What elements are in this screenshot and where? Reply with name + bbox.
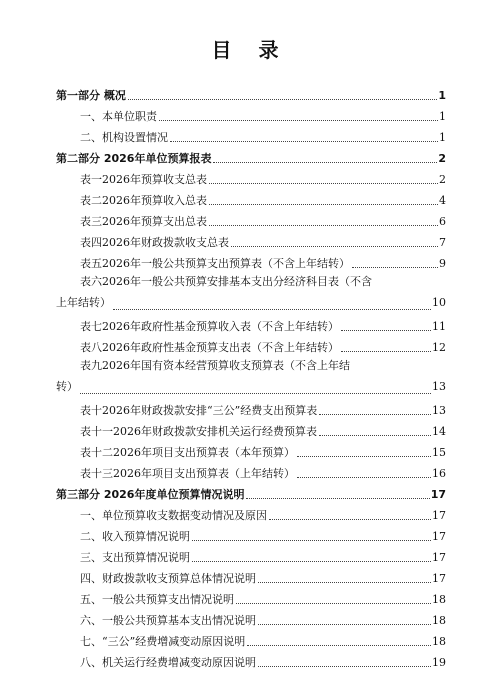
toc-entry[interactable] bbox=[56, 586, 446, 607]
toc-label: 二、收入预算情况说明 bbox=[80, 530, 190, 543]
toc-entry[interactable] bbox=[56, 607, 446, 628]
toc-entry[interactable] bbox=[56, 334, 446, 355]
toc-label: 四、财政拨款收支预算总体情况说明 bbox=[80, 572, 256, 585]
leader-dots bbox=[213, 161, 437, 163]
toc-page: 19 bbox=[432, 656, 446, 669]
toc-label: 表一2026年预算收支总表 bbox=[80, 173, 207, 186]
toc-page: 1 bbox=[438, 89, 446, 102]
toc-page: 4 bbox=[439, 194, 446, 207]
toc-entry[interactable] bbox=[56, 649, 446, 670]
toc-label: 表二2026年预算收入总表 bbox=[80, 194, 207, 207]
leader-dots bbox=[319, 413, 431, 415]
toc-page: 16 bbox=[432, 467, 446, 480]
toc-entry[interactable] bbox=[56, 502, 446, 523]
toc-label: 第二部分 2026年单位预算报表 bbox=[56, 152, 212, 165]
leader-dots bbox=[209, 224, 438, 226]
toc-label: 表七2026年政府性基金预算收入表（不含上年结转） bbox=[80, 320, 339, 333]
leader-dots bbox=[192, 539, 431, 541]
toc-label: 一、单位预算收支数据变动情况及原因 bbox=[80, 509, 267, 522]
toc-page: 17 bbox=[432, 551, 446, 564]
toc-entry[interactable] bbox=[56, 208, 446, 229]
toc-page: 9 bbox=[439, 257, 446, 270]
toc-entry[interactable] bbox=[56, 439, 446, 460]
toc-page: 17 bbox=[432, 530, 446, 543]
toc-label-line1: 表六2026年一般公共预算安排基本支出分经济科目表（不含 bbox=[80, 275, 372, 288]
toc-label: 表十三2026年项目支出预算表（上年结转） bbox=[80, 467, 295, 480]
page-title: 目 录 bbox=[211, 38, 289, 62]
leader-dots bbox=[209, 203, 438, 205]
toc-label: 六、一般公共预算基本支出情况说明 bbox=[80, 614, 256, 627]
leader-dots bbox=[297, 455, 431, 457]
toc-page: 14 bbox=[432, 425, 446, 438]
toc-entry[interactable] bbox=[56, 628, 446, 649]
toc-page: 6 bbox=[439, 215, 446, 228]
leader-dots bbox=[269, 518, 431, 520]
toc-entry[interactable] bbox=[56, 187, 446, 208]
toc-entry[interactable] bbox=[56, 460, 446, 481]
toc-label-line2: 转） bbox=[56, 380, 78, 393]
toc-entry[interactable] bbox=[56, 250, 446, 271]
toc-part-2[interactable] bbox=[56, 145, 446, 166]
leader-dots bbox=[258, 623, 431, 625]
leader-dots bbox=[170, 140, 438, 142]
toc-entry[interactable] bbox=[56, 103, 446, 124]
toc-page: 18 bbox=[432, 593, 446, 606]
toc-page: 13 bbox=[432, 404, 446, 417]
toc-label: 表五2026年一般公共预算支出预算表（不含上年结转） bbox=[80, 257, 350, 270]
leader-dots bbox=[159, 119, 438, 121]
leader-dots bbox=[209, 182, 438, 184]
toc-page: 11 bbox=[432, 320, 446, 333]
leader-dots bbox=[258, 665, 431, 667]
leader-dots bbox=[352, 266, 438, 268]
leader-dots bbox=[258, 581, 431, 583]
toc-page: 18 bbox=[432, 635, 446, 648]
leader-dots bbox=[192, 560, 431, 562]
table-of-contents bbox=[56, 82, 446, 670]
toc-page: 2 bbox=[438, 152, 446, 165]
toc-page: 2 bbox=[439, 173, 446, 186]
toc-entry[interactable] bbox=[56, 313, 446, 334]
toc-label: 第一部分 概况 bbox=[56, 89, 126, 102]
leader-dots bbox=[297, 476, 431, 478]
toc-page: 18 bbox=[432, 614, 446, 627]
toc-label: 第三部分 2026年度单位预算情况说明 bbox=[56, 488, 245, 501]
leader-dots bbox=[80, 392, 431, 394]
toc-page: 17 bbox=[430, 488, 446, 501]
toc-label: 三、支出预算情况说明 bbox=[80, 551, 190, 564]
toc-page: 7 bbox=[439, 236, 446, 249]
toc-entry[interactable] bbox=[56, 418, 446, 439]
toc-label-line1: 表九2026年国有资本经营预算收支预算表（不含上年结 bbox=[80, 359, 350, 372]
toc-entry[interactable] bbox=[56, 124, 446, 145]
toc-page: 17 bbox=[432, 509, 446, 522]
toc-label: 表三2026年预算支出总表 bbox=[80, 215, 207, 228]
toc-page: 12 bbox=[432, 341, 446, 354]
toc-page: 1 bbox=[439, 131, 446, 144]
leader-dots bbox=[341, 329, 431, 331]
toc-entry[interactable] bbox=[56, 397, 446, 418]
toc-entry[interactable] bbox=[56, 565, 446, 586]
leader-dots bbox=[341, 350, 431, 352]
leader-dots bbox=[113, 308, 431, 310]
toc-page: 1 bbox=[439, 110, 446, 123]
leader-dots bbox=[236, 602, 431, 604]
toc-page: 13 bbox=[432, 380, 446, 393]
toc-label: 表四2026年财政拨款收支总表 bbox=[80, 236, 229, 249]
toc-label: 一、本单位职责 bbox=[80, 110, 157, 123]
toc-part-1[interactable] bbox=[56, 82, 446, 103]
toc-label: 表十二2026年项目支出预算表（本年预算） bbox=[80, 446, 295, 459]
toc-part-3[interactable] bbox=[56, 481, 446, 502]
toc-entry[interactable] bbox=[56, 166, 446, 187]
toc-entry[interactable] bbox=[56, 229, 446, 250]
toc-label-line2: 上年结转） bbox=[56, 296, 111, 309]
leader-dots bbox=[247, 644, 431, 646]
toc-entry[interactable] bbox=[56, 271, 446, 313]
toc-label: 表十2026年财政拨款安排“三公”经费支出预算表 bbox=[80, 404, 318, 417]
toc-entry[interactable] bbox=[56, 523, 446, 544]
toc-label: 五、一般公共预算支出情况说明 bbox=[80, 593, 234, 606]
toc-label: 表八2026年政府性基金预算支出表（不含上年结转） bbox=[80, 341, 339, 354]
leader-dots bbox=[231, 245, 438, 247]
toc-label: 七、“三公”经费增减变动原因说明 bbox=[80, 635, 246, 648]
toc-page: 10 bbox=[432, 296, 446, 309]
toc-page: 17 bbox=[432, 572, 446, 585]
toc-label: 八、机关运行经费增减变动原因说明 bbox=[80, 656, 256, 669]
toc-label: 二、机构设置情况 bbox=[80, 131, 168, 144]
leader-dots bbox=[128, 98, 438, 100]
toc-label: 表十一2026年财政拨款安排机关运行经费预算表 bbox=[80, 425, 317, 438]
toc-entry[interactable] bbox=[56, 355, 446, 397]
toc-entry[interactable] bbox=[56, 544, 446, 565]
leader-dots bbox=[319, 434, 431, 436]
toc-page: 15 bbox=[432, 446, 446, 459]
leader-dots bbox=[246, 497, 429, 499]
